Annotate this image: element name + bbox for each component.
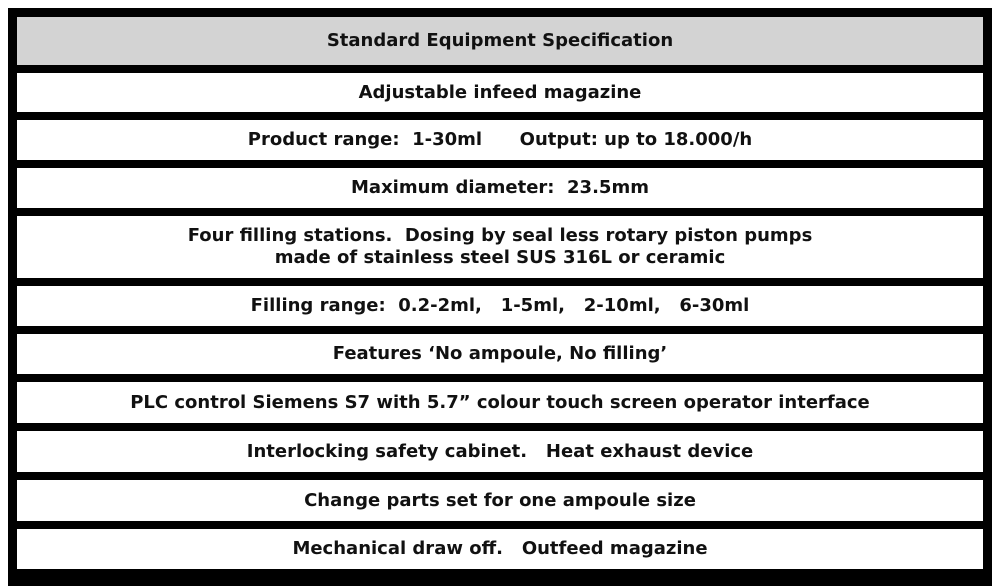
table-row (16, 215, 984, 279)
row-text: Filling range: 0.2-2ml, 1-5ml, 2-10ml, 6-30ml (250, 295, 750, 316)
row-text: Features ‘No ampoule, No filling’ (332, 343, 668, 364)
row-text: Maximum diameter: 23.5mm (351, 177, 649, 198)
row-text: PLC control Siemens S7 with 5.7” colour touch screen operator interface (130, 391, 870, 413)
row-text: Interlocking safety cabinet. Heat exhaust device (246, 440, 754, 462)
table-row (16, 333, 984, 375)
table-row (16, 119, 984, 161)
table-row (16, 167, 984, 209)
table-row (16, 285, 984, 327)
table-title: Standard Equipment Specification (326, 30, 674, 51)
table-row (16, 381, 984, 424)
table-header (16, 16, 984, 66)
row-text: Product range: 1-30ml Output: up to 18.000/h (247, 129, 753, 150)
row-text: Adjustable infeed magazine (358, 81, 642, 103)
table-row (16, 479, 984, 522)
table-row (16, 430, 984, 473)
row-text: Change parts set for one ampoule size (304, 489, 696, 511)
specification-table (8, 8, 992, 586)
row-text-line-1: Four filling stations. Dosing by seal less rotary piston pumps (187, 225, 813, 246)
row-text-line-2: made of stainless steel SUS 316L or ceramic (274, 247, 726, 268)
table-row (16, 72, 984, 113)
table-row (16, 528, 984, 570)
row-text: Mechanical draw off. Outfeed magazine (292, 538, 708, 559)
